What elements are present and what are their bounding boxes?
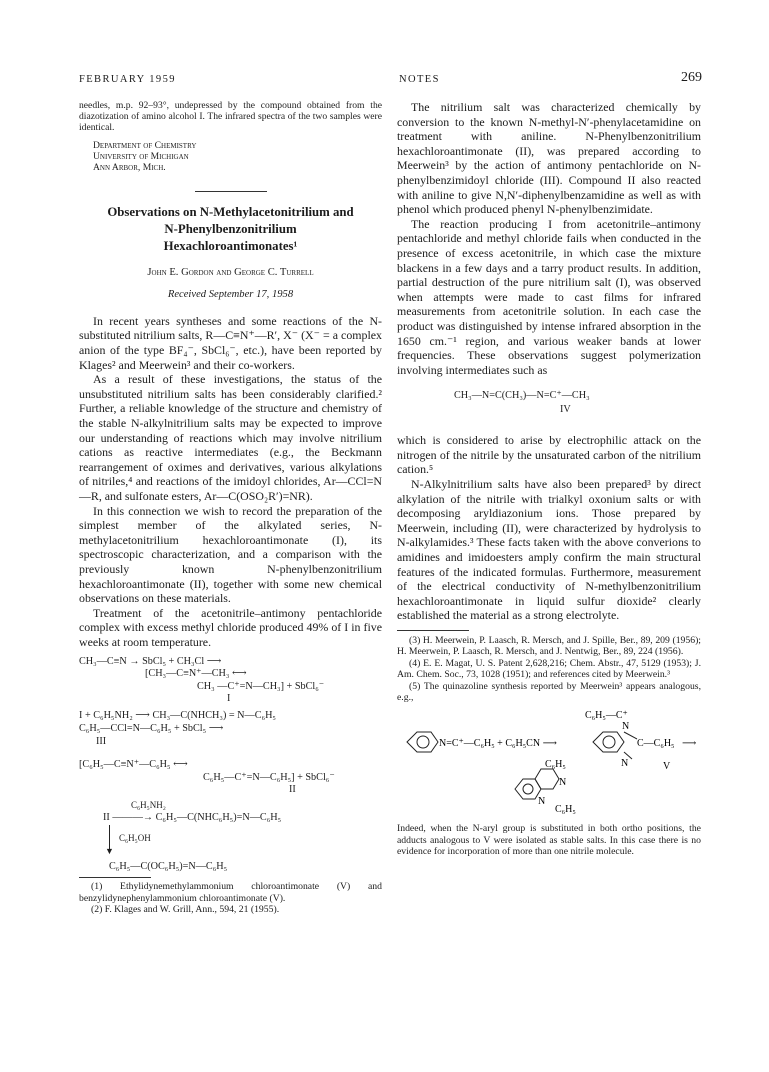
compound-label: III <box>96 736 107 748</box>
authors: John E. Gordon and George C. Turrell <box>147 266 314 278</box>
reagent-label: C₆H₅OH <box>119 833 151 844</box>
section-divider <box>195 191 267 192</box>
scheme-left: N=C⁺—C₆H₅ + C₆H₅CN ⟶ <box>439 738 557 750</box>
equation-line: CH₃—N=C(CH₃)—N=C⁺—CH₃ <box>454 390 590 402</box>
affiliation-line: University of Michigan <box>93 151 189 163</box>
scheme-n: N <box>559 777 567 789</box>
reagent-label: C₆H₅NH₂ <box>131 800 166 811</box>
reaction-equations <box>79 655 382 917</box>
scheme-n: N <box>622 721 630 733</box>
scheme-ring-c: C—C₆H₅ <box>637 738 675 750</box>
paragraph: which is considered to arise by electrophilic attack on the nitrogen of the nitrile by the unsaturated carbon of the nitrilium cation.⁵ <box>397 433 701 477</box>
equation-line: [CH₃—C≡N⁺—CH₃ ⟷ <box>145 668 247 680</box>
article-title <box>79 204 382 255</box>
right-column <box>397 100 701 858</box>
paragraph: In this connection we wish to record the preparation of the simplest member of the alkylated series, N-methylacetonitrilium hexachloroantimonate (I), its spectroscopic characterization, and a comparison with the previously known N-phenylbenzonitrilium hexachloroantimonate (II), together with some new chemical observations on these materials. <box>79 503 382 606</box>
footnote: (3) H. Meerwein, P. Laasch, R. Mersch, and J. Spille, Ber., 89, 209 (1956); H. Meerwein, P. Laasch, R. Mersch, and J. Nentwig, Ber., 89, 224 (1956). <box>397 635 701 658</box>
equation-line: CH₃ —C⁺=N—CH₃] + SbCl₆⁻ <box>197 681 325 693</box>
footnote: (4) E. E. Magat, U. S. Patent 2,628,216; Chem. Abstr., 47, 5129 (1953); J. Am. Chem. Soc., 73, 1028 (1951); and references cited by Meerwein.³ <box>397 657 701 681</box>
running-header-section: NOTES <box>399 74 440 85</box>
structure-iv <box>397 387 701 433</box>
equation-line: I + C₆H₅NH₂ ⟶ CH₃—C(NHCH₃) = N—C₆H₅ <box>79 710 276 722</box>
paragraph: In recent years syntheses and some reactions of the N-substituted nitrilium salts, R—C≡N⁺—R′, X⁻ (X⁻ = a complex anion of the type BF₄⁻, SbCl₆⁻, etc.), have been reported by Klages² and Meerwein³ and their co-workers. <box>79 313 382 372</box>
compound-label: I <box>227 693 231 705</box>
affiliation-line: Department of Chemistry <box>93 139 197 151</box>
affiliation <box>93 140 382 174</box>
body-text <box>79 314 382 650</box>
scheme-arrow: ⟶ <box>682 738 697 750</box>
received-date: Received September 17, 1958 <box>167 288 294 300</box>
compound-label: II <box>289 784 296 796</box>
equation-line: II ———→ C₆H₅—C(NHC₆H₅)=N—C₆H₅ <box>103 812 282 824</box>
affiliation-line: Ann Arbor, Mich. <box>93 162 166 174</box>
footnote-divider <box>79 877 151 878</box>
running-header-date: FEBRUARY 1959 <box>79 74 176 85</box>
title-line: N-Phenylbenzonitrilium <box>164 221 297 236</box>
quinazoline-ring <box>515 769 559 799</box>
paragraph: The reaction producing I from acetonitrile–antimony pentachloride and methyl chloride fails when conducted in the presence of excess acetonitrile, in which case the mixture blackens in a few days and a tarry product results. In addition, partial destruction of the pure nitrilium salt (I), was observed when attempts were made to cast films for infrared measurements from acetonitrile solution. In each case the product was distinguished by intense infrared absorption in the 1650 cm.⁻¹ region, and various weaker bands at lower frequencies. These observations suggest polymerization involving intermediates such as <box>397 216 701 377</box>
intro-paragraph: needles, m.p. 92–93°, undepressed by the compound obtained from the diazotization of amino alcohol I. The infrared spectra of the two samples were identical. <box>79 100 382 134</box>
closing-paragraph: Indeed, when the N-aryl group is substituted in both ortho positions, the adducts analogous to V were isolated as stable salts. In this case there is no evidence for incorporation of more than one nitrile molecule. <box>397 823 701 858</box>
scheme-label: C₆H₅ <box>555 804 576 816</box>
bond <box>624 732 637 739</box>
left-column <box>79 100 382 917</box>
footnote: (1) Ethylidynemethylammonium chloroantimonate (V) and benzylidynephenylammonium chloroantimonate (V). <box>79 881 382 904</box>
equation-line: C₆H₅—C⁺=N—C₆H₅] + SbCl₆⁻ <box>203 772 335 784</box>
paragraph: N-Alkylnitrilium salts have also been prepared³ by direct alkylation of the nitrile with trialkyl oxonium salts or with decomposing aryldiazonium ions. Those prepared by Meerwein, including (II), were characterized by hydrolysis to N-alkylamides.³ These facts taken with the above converions to amidines and imidoesters amply confirm the main structural features of the indicated formulas. Furthermore, measurement of the electrical conductivity of N-methylbenzonitrilium hexachloroantimonate in liquid sulfur dioxide² clearly established the material as a strong electrolyte. <box>397 477 701 623</box>
quinazoline-scheme <box>397 709 701 821</box>
paragraph: Treatment of the acetonitrile–antimony pentachloride complex with excess methyl chloride produced 49% of I in five weeks at room temperature. <box>79 605 382 649</box>
equation-line: CH₃—C≡N → SbCl₅ + CH₃Cl ⟶ <box>79 656 222 668</box>
compound-label: IV <box>560 404 571 416</box>
down-arrow-head: ▼ <box>105 846 114 857</box>
scheme-top-label: C₆H₅—C⁺ <box>585 710 628 722</box>
scheme-label: C₆H₅ <box>545 759 566 771</box>
title-line: Hexachloroantimonates¹ <box>163 238 298 253</box>
scheme-ring-n: N <box>621 758 629 770</box>
footnote: (5) The quinazoline synthesis reported by Meerwein³ appears analogous, e.g., <box>397 680 701 704</box>
benzene-ring-left <box>407 732 438 752</box>
footnote-divider <box>397 630 469 631</box>
title-line: Observations on N-Methylacetonitrilium and <box>107 204 354 219</box>
compound-label: V <box>663 761 671 773</box>
footnotes <box>397 635 701 703</box>
equation-line: C₆H₅—CCl=N—C₆H₅ + SbCl₅ ⟶ <box>79 723 224 735</box>
equation-line: C₆H₅—C(OC₆H₅)=N—C₆H₅ <box>109 861 228 873</box>
paragraph: As a result of these investigations, the status of the unsubstituted nitrilium salts has been considerably clarified.² Further, a reliable knowledge of the structure and chemistry of the stable N-alkylnitrilium salts may be expected to improve our understanding of reactions which may involve nitrilium cations as reactive intermediates (e.g., the Beckmann rearrangement of oximes and derivatives, various alkylations of nitriles,⁴ and reactions of the imidoyl chlorides, Ar—CCl=N—R, and sulfonate esters, Ar—C(OSO₂R′)=NR). <box>79 372 382 503</box>
page-number: 269 <box>681 70 702 85</box>
footnote: (2) F. Klages and W. Grill, Ann., 594, 21 (1955). <box>91 904 280 916</box>
scheme-n: N <box>538 796 546 808</box>
paragraph: The nitrilium salt was characterized chemically by conversion to the known N-methyl-N′-phenylacetamidine on treatment with aniline. N-Phenylbenzonitrilium hexachloroantimonate (II), was prepared according to Meerwein³ by the action of antimony pentachloride on N-phenylbenzimidoyl chloride (III). Compound II also reacted with aniline to give N,N′-diphenylbenzamidine as well as with phenol which produced phenyl N-phenylbenzimidate. <box>397 100 701 217</box>
benzene-ring-right <box>593 732 624 752</box>
equation-line: [C₆H₅—C≡N⁺—C₆H₅ ⟷ <box>79 759 188 771</box>
